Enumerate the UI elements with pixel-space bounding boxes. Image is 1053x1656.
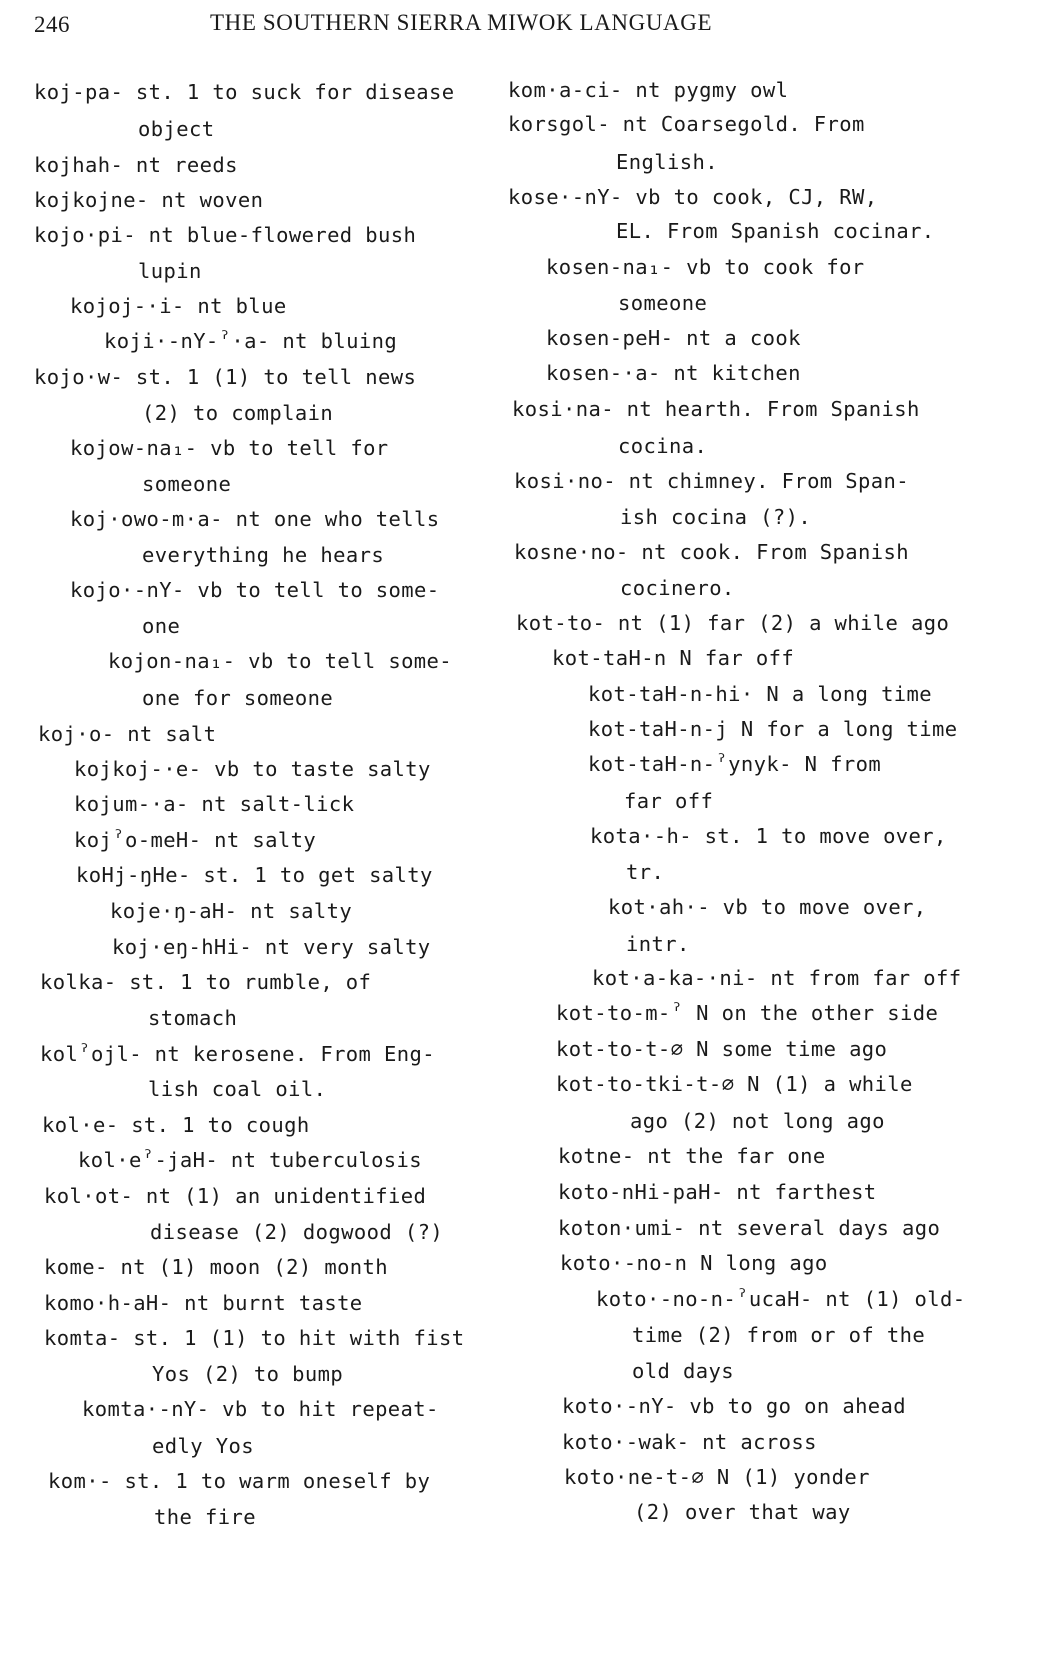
entry-line: Yos (2) to bump bbox=[152, 1362, 344, 1386]
entry-line: koto·-no-n N long ago bbox=[560, 1251, 828, 1275]
entry-line: kosen-peH- nt a cook bbox=[546, 326, 801, 350]
entry-line: kosen-na₁- vb to cook for bbox=[546, 255, 865, 279]
entry-line: kojˀo-meH- nt salty bbox=[74, 828, 317, 852]
entry-line: koHj-ŋHe- st. 1 to get salty bbox=[76, 863, 433, 887]
entry-line: someone bbox=[618, 291, 708, 315]
entry-line: one bbox=[142, 614, 181, 638]
running-head: THE SOUTHERN SIERRA MIWOK LANGUAGE bbox=[210, 10, 713, 35]
entry-line: ish cocina (?). bbox=[620, 505, 812, 529]
entry-line: lupin bbox=[138, 259, 202, 283]
entry-line: kol·e- st. 1 to cough bbox=[42, 1113, 310, 1137]
entry-line: English. bbox=[616, 150, 718, 174]
entry-line: koje·ŋ-aH- nt salty bbox=[110, 899, 353, 923]
entry-line: kolˀojl- nt kerosene. From Eng- bbox=[40, 1042, 436, 1066]
entry-line: kome- nt (1) moon (2) month bbox=[44, 1255, 389, 1279]
entry-line: kot-to-m-ˀ N on the other side bbox=[556, 1001, 939, 1025]
entry-line: kosen-·a- nt kitchen bbox=[546, 361, 801, 385]
entry-line: kojum-·a- nt salt-lick bbox=[74, 792, 355, 816]
entry-line: kose·-nY- vb to cook, CJ, RW, bbox=[508, 185, 878, 209]
entry-line: the fire bbox=[154, 1505, 256, 1529]
entry-line: tr. bbox=[626, 860, 665, 884]
entry-line: koj-pa- st. 1 to suck for disease bbox=[34, 80, 455, 104]
page-number: 246 bbox=[34, 12, 70, 37]
entry-line: cocinero. bbox=[620, 576, 735, 600]
entry-line: kotne- nt the far one bbox=[558, 1144, 826, 1168]
entry-line: lish coal oil. bbox=[148, 1077, 327, 1101]
entry-line: disease (2) dogwood (?) bbox=[150, 1220, 444, 1244]
entry-line: kol·ot- nt (1) an unidentified bbox=[44, 1184, 427, 1208]
entry-line: kot-taH-n-hi· N a long time bbox=[588, 682, 933, 706]
entry-line: koj·owo-m·a- nt one who tells bbox=[70, 507, 440, 531]
entry-line: kot-taH-n-j N for a long time bbox=[588, 717, 958, 741]
entry-line: cocina. bbox=[618, 434, 708, 458]
entry-line: kot-taH-n-ˀynyk- N from bbox=[588, 752, 882, 776]
entry-line: everything he hears bbox=[142, 543, 385, 567]
entry-line: kosne·no- nt cook. From Spanish bbox=[514, 540, 910, 564]
entry-line: kojkojne- nt woven bbox=[34, 188, 264, 212]
entry-line: komta- st. 1 (1) to hit with fist bbox=[44, 1326, 465, 1350]
entry-line: kot-to-tki-t-∅ N (1) a while bbox=[556, 1072, 913, 1096]
entry-line: (2) to complain bbox=[142, 401, 334, 425]
entry-line: time (2) from or of the bbox=[632, 1323, 926, 1347]
entry-line: kol·eˀ-jaH- nt tuberculosis bbox=[78, 1148, 423, 1172]
entry-line: kosi·na- nt hearth. From Spanish bbox=[512, 397, 920, 421]
entry-line: edly Yos bbox=[152, 1434, 254, 1458]
entry-line: korsgol- nt Coarsegold. From bbox=[508, 112, 865, 136]
entry-line: kojhah- nt reeds bbox=[34, 153, 238, 177]
entry-line: (2) over that way bbox=[634, 1500, 851, 1524]
entry-line: kojkoj-·e- vb to taste salty bbox=[74, 757, 431, 781]
entry-line: komo·h-aH- nt burnt taste bbox=[44, 1291, 363, 1315]
entry-line: kot·ah·- vb to move over, bbox=[608, 895, 927, 919]
entry-line: kot·a-ka-·ni- nt from far off bbox=[592, 966, 962, 990]
entry-line: kojo·-nY- vb to tell to some- bbox=[70, 578, 440, 602]
entry-line: kom·a-ci- nt pygmy owl bbox=[508, 78, 789, 102]
entry-line: far off bbox=[624, 789, 714, 813]
entry-line: someone bbox=[142, 472, 232, 496]
entry-line: koto·-wak- nt across bbox=[562, 1430, 817, 1454]
entry-line: kot-to- nt (1) far (2) a while ago bbox=[516, 611, 950, 635]
entry-line: kota·-h- st. 1 to move over, bbox=[590, 824, 947, 848]
entry-line: koto·-nY- vb to go on ahead bbox=[562, 1394, 907, 1418]
entry-line: komta·-nY- vb to hit repeat- bbox=[82, 1397, 439, 1421]
entry-line: koto-nHi-paH- nt farthest bbox=[558, 1180, 877, 1204]
entry-line: kolka- st. 1 to rumble, of bbox=[40, 970, 372, 994]
entry-line: koji·-nY-ˀ·a- nt bluing bbox=[104, 329, 398, 353]
entry-line: koj·o- nt salt bbox=[38, 722, 217, 746]
entry-line: one for someone bbox=[142, 686, 334, 710]
entry-line: EL. From Spanish cocinar. bbox=[616, 219, 935, 243]
entry-line: koton·umi- nt several days ago bbox=[558, 1216, 941, 1240]
entry-line: object bbox=[138, 117, 215, 141]
entry-line: kosi·no- nt chimney. From Span- bbox=[514, 469, 910, 493]
entry-line: koto·-no-n-ˀucaH- nt (1) old- bbox=[596, 1287, 966, 1311]
entry-line: kojon-na₁- vb to tell some- bbox=[108, 649, 453, 673]
entry-line: kojo·pi- nt blue-flowered bush bbox=[34, 223, 417, 247]
entry-line: kojo·w- st. 1 (1) to tell news bbox=[34, 365, 417, 389]
entry-line: koj·eŋ-hHi- nt very salty bbox=[112, 935, 431, 959]
entry-line: kom·- st. 1 to warm oneself by bbox=[48, 1469, 431, 1493]
entry-line: kojow-na₁- vb to tell for bbox=[70, 436, 389, 460]
entry-line: kot-taH-n N far off bbox=[552, 646, 795, 670]
entry-line: old days bbox=[632, 1359, 734, 1383]
entry-line: koto·ne-t-∅ N (1) yonder bbox=[564, 1465, 870, 1489]
entry-line: intr. bbox=[626, 932, 690, 956]
entry-line: kojoj-·i- nt blue bbox=[70, 294, 287, 318]
entry-line: stomach bbox=[148, 1006, 238, 1030]
entry-line: ago (2) not long ago bbox=[630, 1109, 885, 1133]
entry-line: kot-to-t-∅ N some time ago bbox=[556, 1037, 888, 1061]
